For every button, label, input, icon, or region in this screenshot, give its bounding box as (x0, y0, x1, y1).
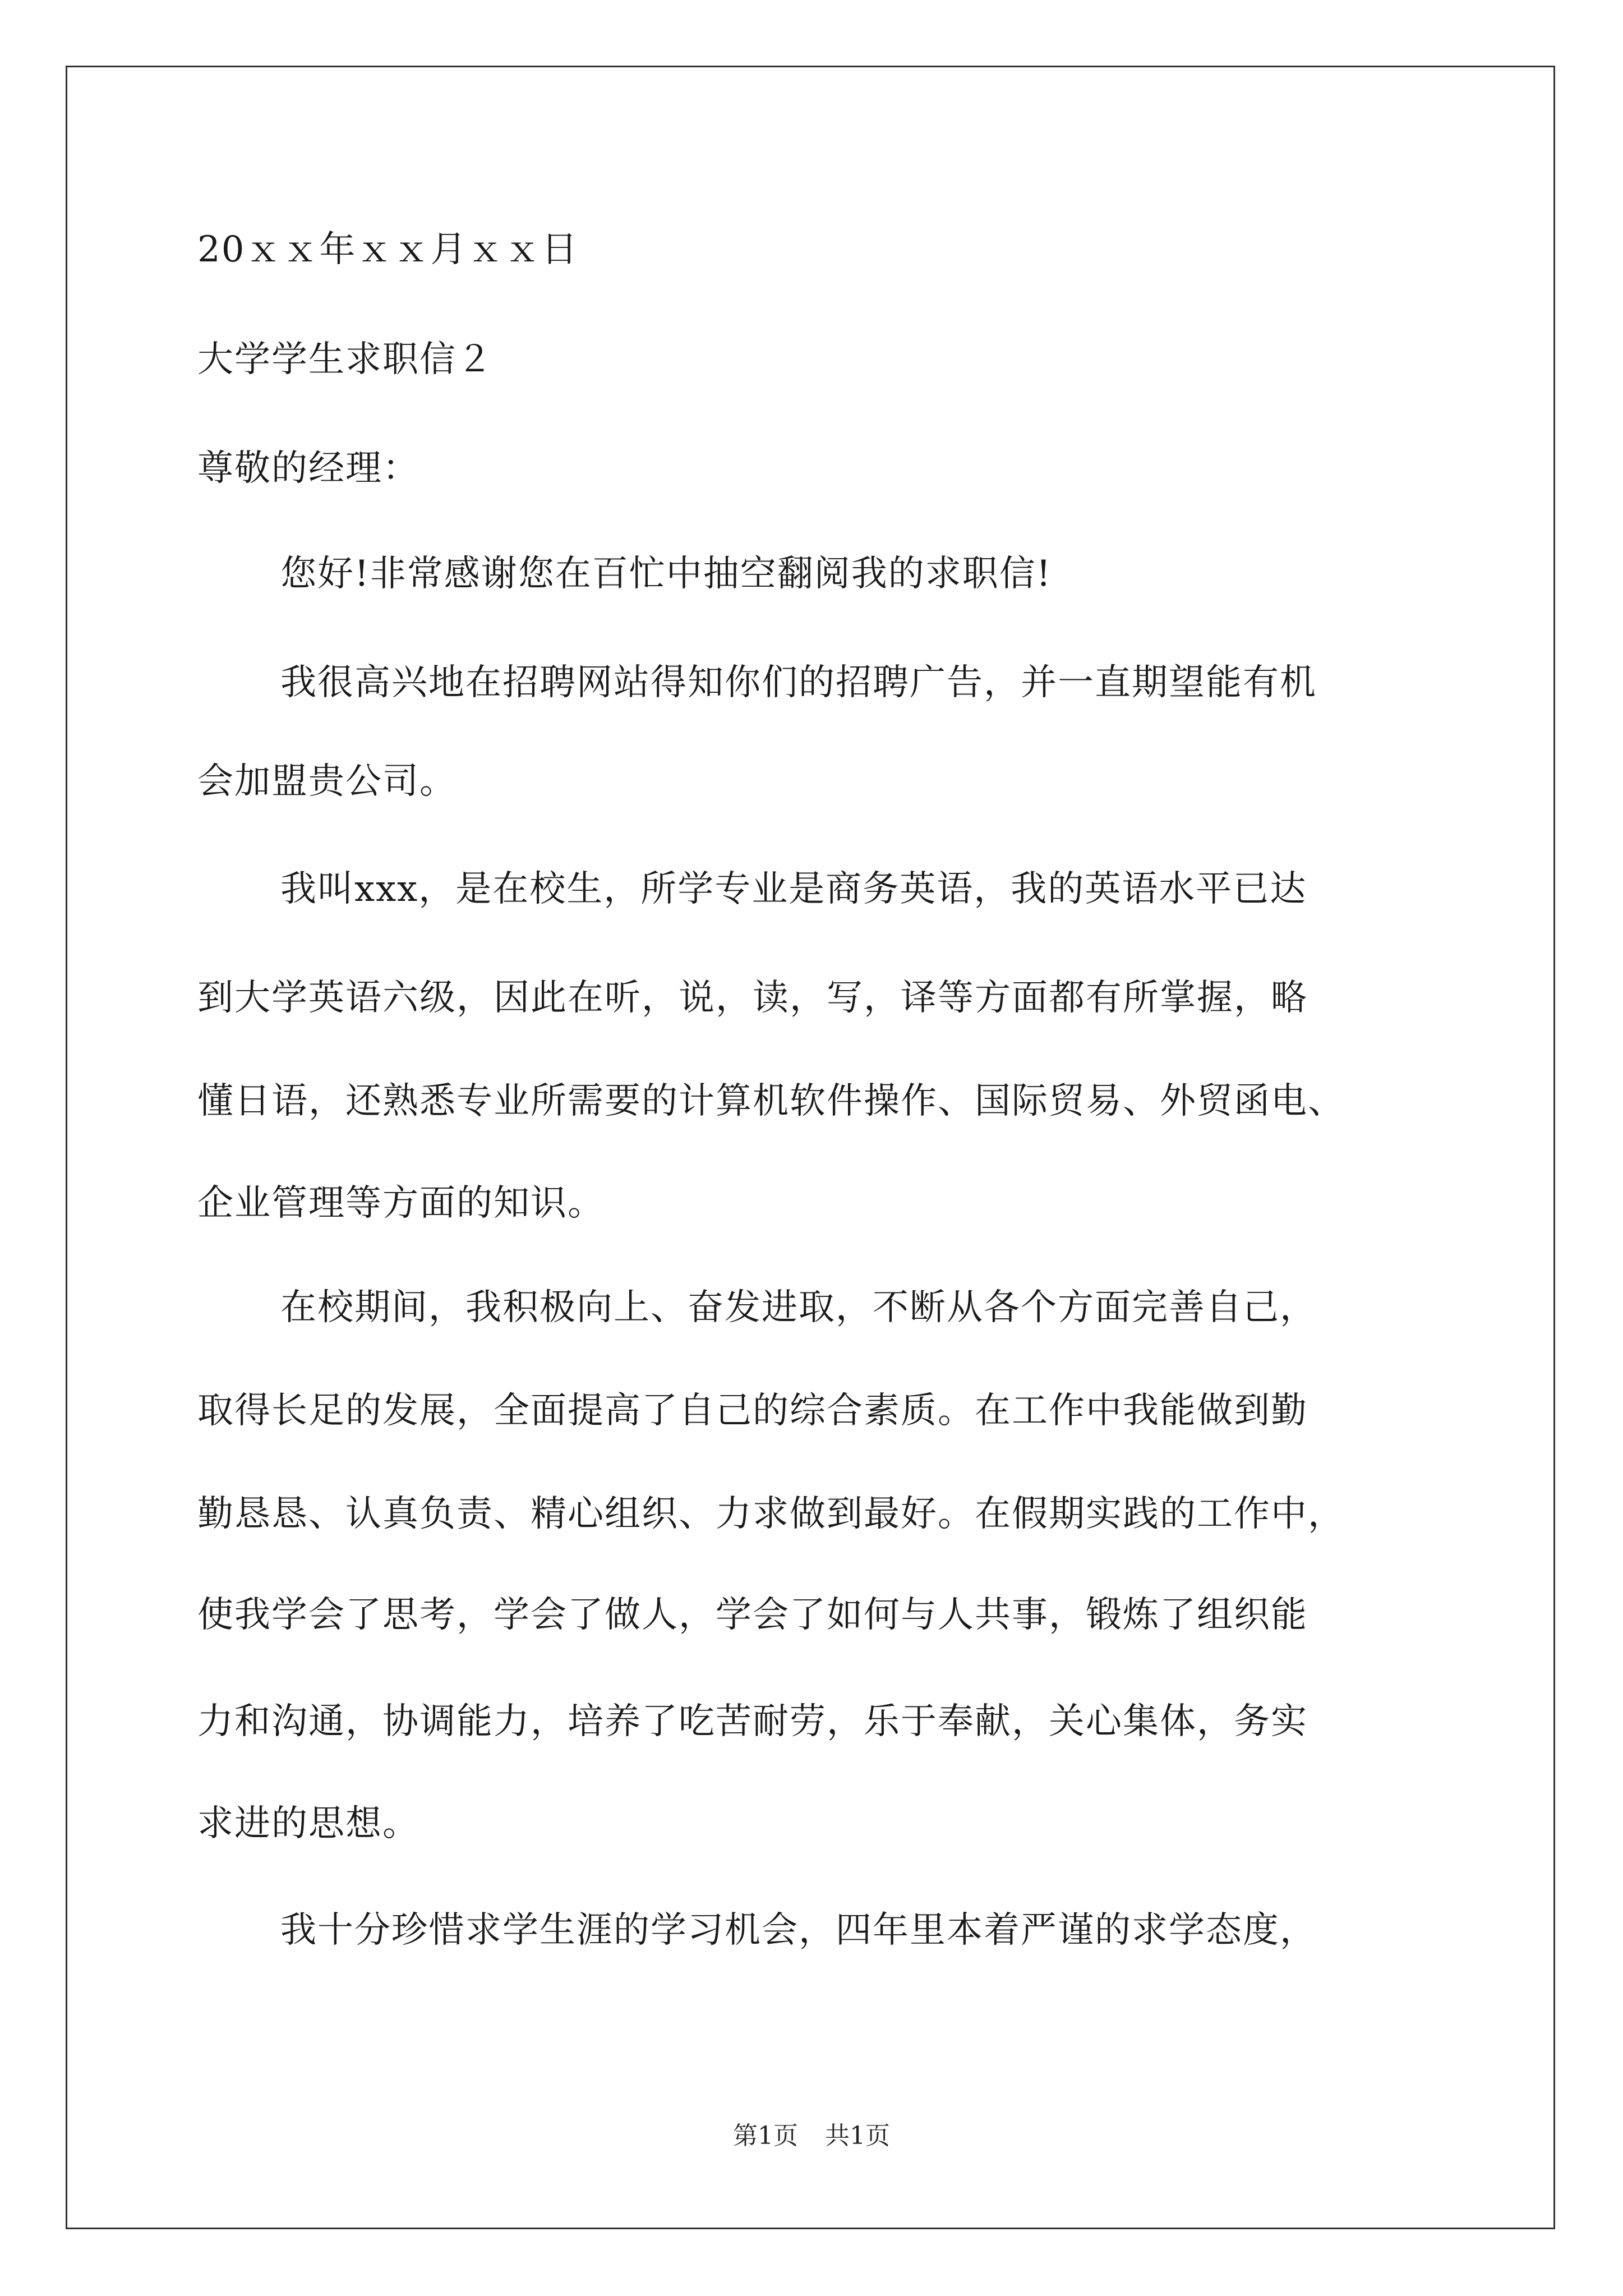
paragraph-line: 会加盟贵公司。 (197, 761, 457, 802)
paragraph-line: 企业管理等方面的知识。 (197, 1182, 605, 1224)
paragraph-line: 我叫xxx，是在校生，所学专业是商务英语，我的英语水平已达 (280, 868, 1307, 910)
paragraph-line: 您好!非常感谢您在百忙中抽空翻阅我的求职信! (280, 553, 1052, 595)
letter-title: 大学学生求职信２ (197, 339, 494, 380)
page-number: 第1页 (733, 2122, 798, 2150)
page-total: 共1页 (825, 2122, 890, 2150)
paragraph-line: 懂日语，还熟悉专业所需要的计算机软件操作、国际贸易、外贸函电、 (197, 1080, 1345, 1122)
paragraph-line: 我十分珍惜求学生涯的学习机会，四年里本着严谨的求学态度， (280, 1910, 1317, 1951)
paragraph-line: 勤恳恳、认真负责、精心组织、力求做到最好。在假期实践的工作中， (197, 1493, 1345, 1535)
letter-salutation: 尊敬的经理： (197, 448, 419, 489)
page-footer (0, 2119, 1623, 2153)
letter-date: 20ｘｘ年ｘｘ月ｘｘ日 (197, 229, 579, 270)
paragraph-line: 取得长足的发展，全面提高了自己的综合素质。在工作中我能做到勤 (197, 1390, 1308, 1432)
paragraph-line: 使我学会了思考，学会了做人，学会了如何与人共事，锻炼了组织能 (197, 1594, 1308, 1636)
paragraph-line: 在校期间，我积极向上、奋发进取，不断从各个方面完善自己， (280, 1287, 1317, 1328)
paragraph-line: 力和沟通，协调能力，培养了吃苦耐劳，乐于奉献，关心集体，务实 (197, 1701, 1308, 1742)
paragraph-line: 我很高兴地在招聘网站得知你们的招聘广告，并一直期望能有机 (280, 662, 1317, 703)
paragraph-line: 到大学英语六级，因此在听，说，读，写，译等方面都有所掌握，略 (197, 977, 1308, 1019)
paragraph-line: 求进的思想。 (197, 1803, 419, 1844)
